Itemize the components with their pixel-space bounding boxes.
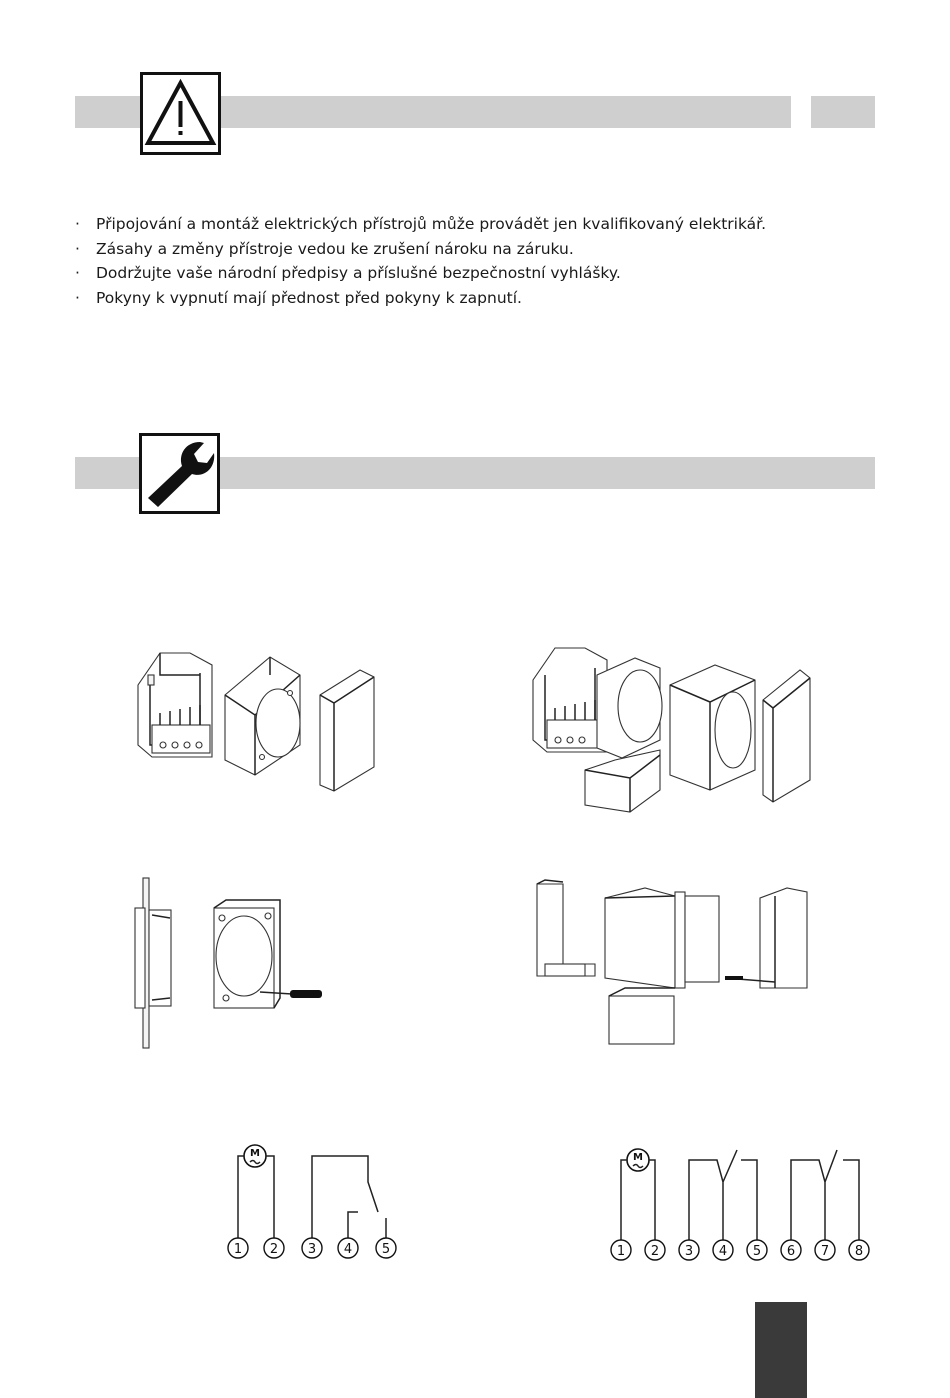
terminal-numbers [228, 1238, 396, 1258]
svg-text:5: 5 [752, 1244, 762, 1259]
panel-mount-exploded-drawing [525, 878, 845, 1048]
terminal-2 [264, 1238, 284, 1258]
terminal-1 [611, 1240, 631, 1260]
safety-header-bar-end [811, 96, 875, 128]
terminal-3 [302, 1238, 322, 1258]
flush-mount-screwdriver-drawing [130, 870, 340, 1050]
wiring-diagram-right [605, 1140, 875, 1265]
svg-text:5: 5 [381, 1242, 391, 1257]
svg-text:4: 4 [343, 1242, 353, 1257]
safety-rule-item: · Připojování a montáž elektrických přístrojů může provádět jen kvalifikovaný elektrikář. [75, 215, 767, 233]
terminal-3 [679, 1240, 699, 1260]
svg-text:2: 2 [269, 1242, 279, 1257]
page-tab [755, 1302, 807, 1398]
svg-text:6: 6 [786, 1244, 796, 1259]
safety-rule-item: · Dodržujte vaše národní předpisy a příslušné bezpečnostní vyhlášky. [75, 264, 621, 282]
safety-rule-text: Pokyny k vypnutí mají přednost před pokyny k zapnutí. [96, 288, 522, 307]
svg-text:1: 1 [233, 1242, 243, 1257]
warning-triangle-icon [140, 72, 221, 155]
safety-rule-item: · Pokyny k vypnutí mají přednost před pokyny k zapnutí. [75, 288, 522, 307]
safety-rules-list [75, 212, 835, 310]
safety-rule-text: Připojování a montáž elektrických přístrojů může provádět jen kvalifikovaný elektrikář. [96, 215, 767, 233]
svg-text:4: 4 [718, 1244, 728, 1259]
surface-mount-exploded-drawing [130, 645, 390, 815]
svg-text:3: 3 [684, 1244, 694, 1259]
terminal-7 [815, 1240, 835, 1260]
terminal-4 [713, 1240, 733, 1260]
svg-text:2: 2 [650, 1244, 660, 1259]
safety-rule-text: Dodržujte vaše národní předpisy a příslušné bezpečnostní vyhlášky. [96, 264, 621, 282]
motor-label: M [633, 1152, 643, 1163]
safety-rule-text: Zásahy a změny přístroje vedou ke zrušení nároku na záruku. [96, 239, 574, 258]
wrench-icon [139, 433, 220, 514]
motor-label: M [250, 1148, 260, 1159]
housing-mount-exploded-drawing [525, 640, 825, 820]
terminal-4 [338, 1238, 358, 1258]
terminal-8 [849, 1240, 869, 1260]
terminal-2 [645, 1240, 665, 1260]
svg-text:3: 3 [307, 1242, 317, 1257]
safety-rule-item: · Zásahy a změny přístroje vedou ke zrušení nároku na záruku. [75, 239, 574, 258]
terminal-5 [376, 1238, 396, 1258]
terminal-5 [747, 1240, 767, 1260]
terminal-1 [228, 1238, 248, 1258]
wiring-diagram-left [220, 1140, 410, 1265]
svg-text:1: 1 [616, 1244, 626, 1259]
svg-text:7: 7 [820, 1244, 830, 1259]
svg-text:8: 8 [854, 1244, 864, 1259]
terminal-numbers [611, 1240, 869, 1260]
terminal-6 [781, 1240, 801, 1260]
